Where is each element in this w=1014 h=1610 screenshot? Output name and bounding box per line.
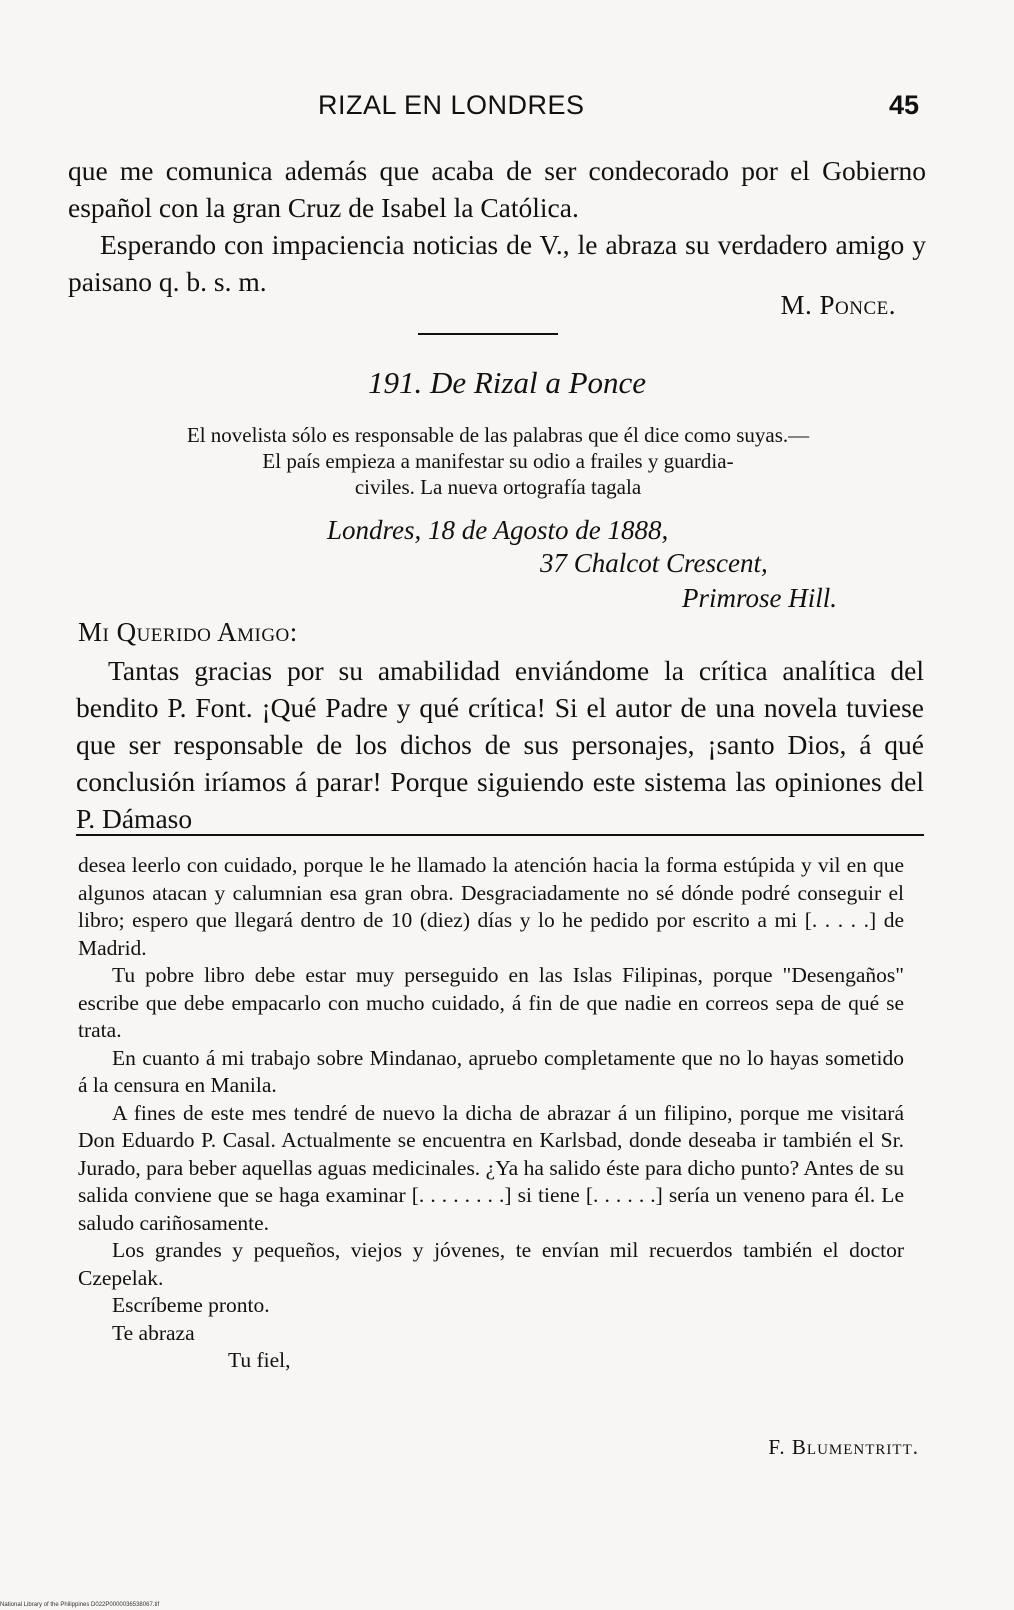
summary-line: El país empieza a manifestar su odio a frailes y guardia-	[262, 449, 734, 473]
footnote-paragraph-4: A fines de este mes tendré de nuevo la dicha de abrazar á un filipino, porque me visitará Don Eduardo P. Casal. Actualmente se encuentra en Karlsbad, donde deseaba ir también el Sr. Jurado, para beber aquellas aguas medicinales. ¿Ya ha salido éste para dicho punto? Antes de su salida conviene que se haga examinar [. . . . . . . .] si tiene [. . . . . .] sería un veneno para él. Le saludo cariñosamente.	[78, 1100, 904, 1235]
salutation: Mi Querido Amigo:	[78, 617, 298, 647]
section-divider	[418, 333, 558, 335]
signature-ponce: M. Ponce.	[780, 290, 896, 320]
previous-letter-paragraph-2: Esperando con impaciencia noticias de V., le abraza su verdadero amigo y paisano q. b. s. m.	[68, 229, 926, 297]
running-head-title: RIZAL EN LONDRES	[318, 90, 585, 120]
page-number: 45	[888, 90, 919, 120]
letter-body	[76, 652, 924, 837]
source-credit: National Library of the Philippines D022P0000036538067.tif	[0, 1602, 160, 1608]
dateline-district: Primrose Hill.	[682, 583, 837, 613]
footnote	[78, 852, 904, 1375]
footnote-paragraph-1: desea leerlo con cuidado, porque le he llamado la atención hacia la forma estúpida y vil en que algunos atacan y calumnian esa gran obra. Desgraciadamente no sé dónde podré conseguir el libro; espero que llegará dentro de 10 (diez) días y lo he pedido por escrito a mi [. . . . .] de Madrid.	[78, 853, 904, 960]
dateline-street: 37 Chalcot Crescent,	[540, 548, 768, 578]
footnote-paragraph-3: En cuanto á mi trabajo sobre Mindanao, apruebo completamente que no lo hayas sometido á la censura en Manila.	[78, 1045, 904, 1097]
letter-title: 191. De Rizal a Ponce	[367, 365, 647, 400]
footnote-closing: Tu fiel,	[228, 1348, 291, 1372]
summary-line: civiles. La nueva ortografía tagala	[354, 475, 642, 499]
footnote-line-1: Escríbeme pronto.	[112, 1293, 270, 1317]
previous-letter-text	[68, 152, 926, 300]
footnote-paragraph-2: Tu pobre libro debe estar muy perseguido en las Islas Filipinas, porque "Desengaños" escribe que debe empacarlo con mucho cuidado, á fin de que nadie en correos sepa de qué se trata.	[78, 963, 904, 1042]
letter-summary	[70, 422, 926, 500]
dateline-place-date: Londres, 18 de Agosto de 1888,	[327, 515, 669, 545]
signature-blumentritt: F. Blumentritt.	[768, 1435, 919, 1459]
footnote-rule	[76, 834, 924, 836]
previous-letter-paragraph-1: que me comunica además que acaba de ser condecorado por el Gobierno español con la gran Cruz de Isabel la Católica.	[68, 155, 926, 223]
footnote-line-2: Te abraza	[112, 1320, 195, 1345]
letter-body-paragraph: Tantas gracias por su amabilidad enviándome la crítica analítica del bendito P. Font. ¡Qué Padre y qué crítica! Si el autor de una novela tuviese que ser responsable de los dichos de sus personajes, ¡santo Dios, á qué conclusión iríamos á parar! Porque siguiendo este sistema las opiniones del P. Dámaso	[76, 655, 924, 834]
running-head	[0, 90, 1014, 130]
summary-line: El novelista sólo es responsable de las palabras que él dice como suyas.—	[186, 423, 810, 447]
footnote-paragraph-5: Los grandes y pequeños, viejos y jóvenes, te envían mil recuerdos también el doctor Czepelak.	[78, 1238, 904, 1290]
